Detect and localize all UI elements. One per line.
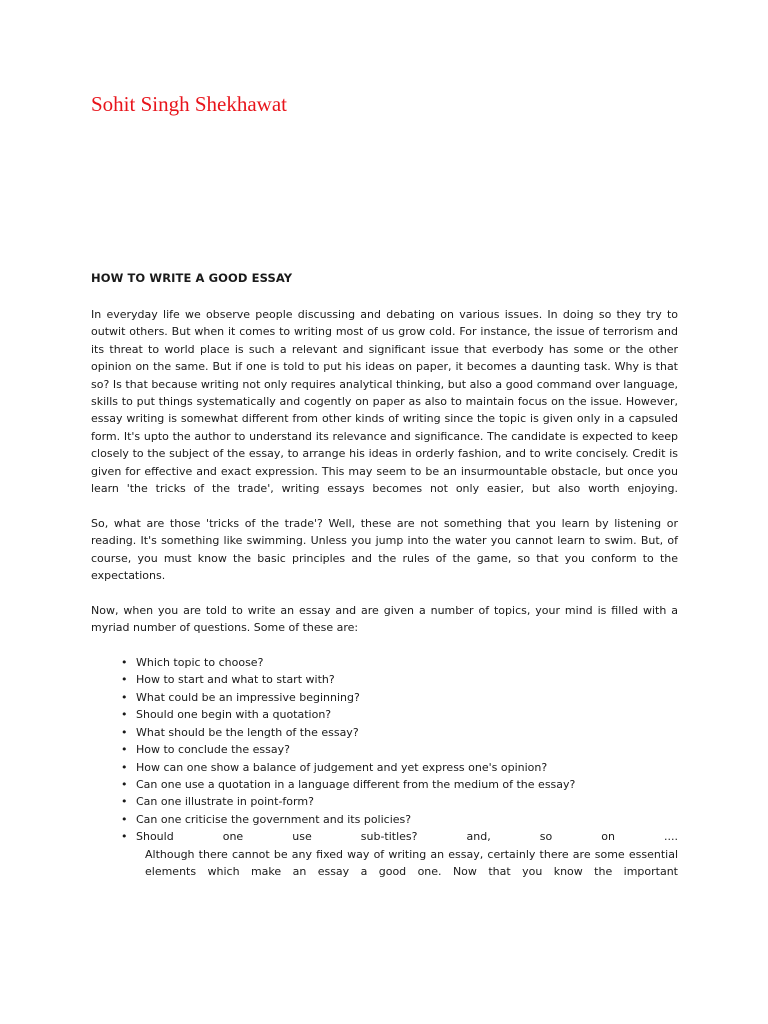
author-name: Sohit Singh Shekhawat [91, 92, 288, 116]
list-item [121, 724, 678, 741]
list-item [121, 776, 678, 793]
bullet-icon: • [121, 708, 128, 722]
questions-list [91, 654, 678, 845]
list-item [121, 706, 678, 723]
bullet-icon: • [121, 690, 128, 704]
bullet-icon: • [121, 743, 128, 757]
bullet-icon: • [121, 725, 128, 739]
list-item-text: Should one use sub-titles? and, so on .... [136, 830, 678, 844]
bullet-icon: • [121, 656, 128, 670]
bullet-icon: • [121, 812, 128, 826]
list-item [121, 689, 678, 706]
list-item-text: What should be the length of the essay? [136, 725, 359, 739]
list-item-text: What could be an impressive beginning? [136, 690, 360, 704]
bullet-icon: • [121, 673, 128, 687]
list-item-text: Can one use a quotation in a language different from the medium of the essay? [136, 777, 576, 791]
essay-body [91, 306, 678, 880]
bullet-icon: • [121, 760, 128, 774]
list-item-text: Which topic to choose? [136, 656, 264, 670]
list-item-text: Should one begin with a quotation? [136, 708, 332, 722]
list-item-text: How to conclude the essay? [136, 743, 290, 757]
paragraph-closing: Although there cannot be any fixed way of writing an essay, certainly there are some essential elements which make an essay a good one. Now that you know the important [145, 847, 678, 878]
list-item [121, 811, 678, 828]
list-item [121, 793, 678, 810]
bullet-icon: • [121, 777, 128, 791]
list-item [121, 654, 678, 671]
list-item-text: Can one criticise the government and its policies? [136, 812, 412, 826]
list-item [121, 828, 678, 845]
list-item-text: How to start and what to start with? [136, 673, 335, 687]
bullet-icon: • [121, 795, 128, 809]
essay-title: HOW TO WRITE A GOOD ESSAY [91, 271, 293, 285]
paragraph-questions-intro: Now, when you are told to write an essay and are given a number of topics, your mind is filled with a myriad number of questions. Some of these are: [91, 603, 678, 635]
list-item [121, 759, 678, 776]
list-item [121, 671, 678, 688]
list-item [121, 741, 678, 758]
list-item-text: How can one show a balance of judgement and yet express one's opinion? [136, 760, 548, 774]
paragraph-intro: In everyday life we observe people discussing and debating on various issues. In doing so they try to outwit others. But when it comes to writing most of us grow cold. For instance, the issue of terrorism and its threat to world place is such a relevant and significant issue that everbody has some or the other opinion on the same. But if one is told to put his ideas on paper, it becomes a daunting task. Why is that so? Is that because writing not only requires analytical thinking, but also a good command over language, skills to put things systematically and cogently on paper as also to maintain focus on the issue. However, essay writing is somewhat different from other kinds of writing since the topic is given only in a capsuled form. It's upto the author to understand its relevance and significance. The candidate is expected to keep closely to the subject of the essay, to arrange his ideas in orderly fashion, and to write concisely. Credit is given for effective and exact expression. This may seem to be an insurmountable obstacle, but once you learn 'the tricks of the trade', writing essays becomes not only easier, but also worth enjoying. [91, 308, 678, 496]
list-item-text: Can one illustrate in point-form? [136, 795, 314, 809]
bullet-icon: • [121, 830, 128, 844]
paragraph-tricks: So, what are those 'tricks of the trade'? Well, these are not something that you learn by listening or reading. It's something like swimming. Unless you jump into the water you cannot learn to swim. But, of course, you must know the basic principles and the rules of the game, so that you conform to the expectations. [91, 516, 678, 583]
